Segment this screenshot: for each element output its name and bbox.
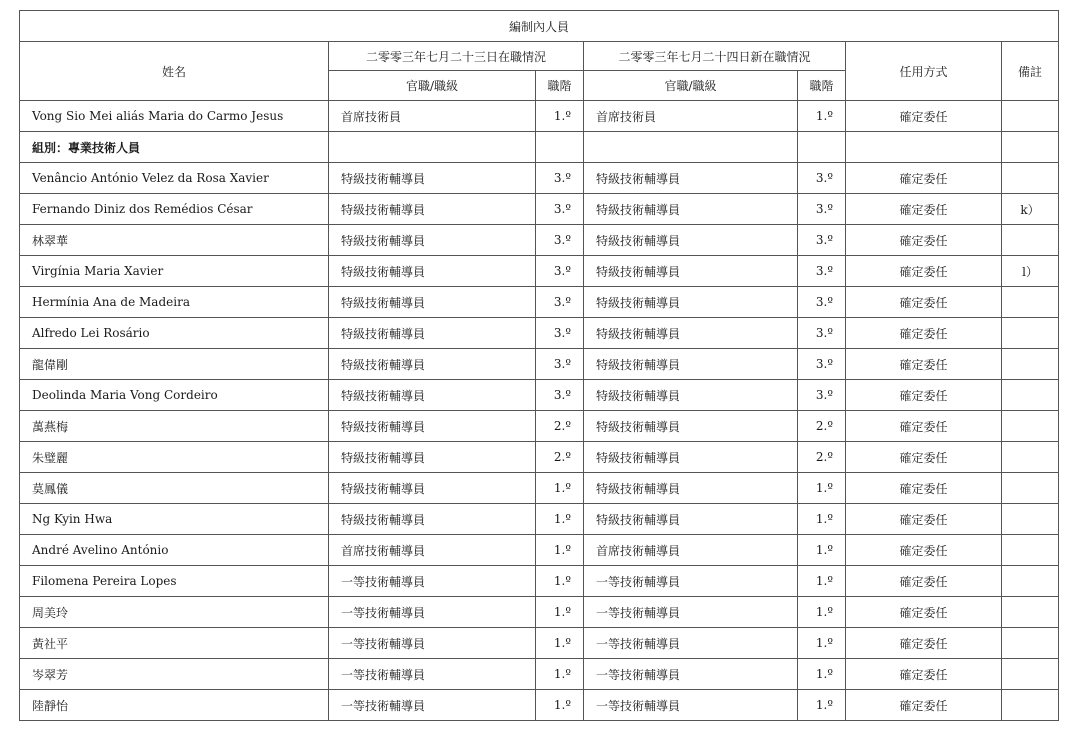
cell-level-before: 3.º — [536, 256, 584, 287]
cell-appointment: 確定委任 — [846, 225, 1002, 256]
table-row — [20, 473, 1059, 504]
cell-remarks — [1002, 380, 1059, 411]
table-body — [20, 101, 1059, 721]
table-row — [20, 690, 1059, 721]
cell-post-before: 特級技術輔導員 — [329, 163, 536, 194]
cell-level-before: 1.º — [536, 101, 584, 132]
cell-post-before: 首席技術員 — [329, 101, 536, 132]
cell-remarks — [1002, 163, 1059, 194]
cell-post-after: 特級技術輔導員 — [584, 411, 798, 442]
cell-post-before: 特級技術輔導員 — [329, 411, 536, 442]
cell-level-after: 1.º — [798, 659, 846, 690]
cell-level-after — [798, 132, 846, 163]
cell-remarks: k） — [1002, 194, 1059, 225]
cell-level-before: 3.º — [536, 318, 584, 349]
table-row — [20, 380, 1059, 411]
cell-appointment: 確定委任 — [846, 318, 1002, 349]
table-row — [20, 101, 1059, 132]
cell-post-before: 一等技術輔導員 — [329, 690, 536, 721]
header-level-after: 職階 — [798, 71, 846, 101]
cell-appointment: 確定委任 — [846, 659, 1002, 690]
cell-level-after: 1.º — [798, 535, 846, 566]
cell-post-after: 一等技術輔導員 — [584, 690, 798, 721]
cell-level-after: 1.º — [798, 566, 846, 597]
cell-level-before: 3.º — [536, 287, 584, 318]
cell-appointment: 確定委任 — [846, 256, 1002, 287]
cell-remarks — [1002, 442, 1059, 473]
cell-level-after: 3.º — [798, 256, 846, 287]
header-appointment: 任用方式 — [846, 42, 1002, 101]
cell-appointment: 確定委任 — [846, 194, 1002, 225]
cell-post-after: 特級技術輔導員 — [584, 349, 798, 380]
table-row — [20, 659, 1059, 690]
cell-remarks — [1002, 411, 1059, 442]
cell-level-before: 3.º — [536, 163, 584, 194]
header-post-after: 官職/職級 — [584, 71, 798, 101]
table-row — [20, 566, 1059, 597]
cell-post-after: 一等技術輔導員 — [584, 659, 798, 690]
table-row — [20, 287, 1059, 318]
cell-level-before: 1.º — [536, 597, 584, 628]
cell-post-before: 特級技術輔導員 — [329, 473, 536, 504]
cell-level-before: 3.º — [536, 194, 584, 225]
cell-remarks — [1002, 225, 1059, 256]
cell-level-before: 2.º — [536, 411, 584, 442]
cell-remarks — [1002, 473, 1059, 504]
cell-appointment: 確定委任 — [846, 287, 1002, 318]
table-row — [20, 628, 1059, 659]
cell-remarks — [1002, 349, 1059, 380]
cell-appointment: 確定委任 — [846, 566, 1002, 597]
cell-level-after: 3.º — [798, 225, 846, 256]
table-row — [20, 535, 1059, 566]
cell-name: Deolinda Maria Vong Cordeiro — [20, 380, 329, 411]
cell-post-after: 特級技術輔導員 — [584, 225, 798, 256]
cell-remarks — [1002, 504, 1059, 535]
cell-level-after: 3.º — [798, 194, 846, 225]
cell-level-after: 3.º — [798, 163, 846, 194]
cell-name: Fernando Diniz dos Remédios César — [20, 194, 329, 225]
table-row — [20, 349, 1059, 380]
cell-appointment: 確定委任 — [846, 628, 1002, 659]
table-row — [20, 504, 1059, 535]
cell-appointment: 確定委任 — [846, 411, 1002, 442]
cell-remarks: l） — [1002, 256, 1059, 287]
cell-post-after: 特級技術輔導員 — [584, 442, 798, 473]
table-row — [20, 318, 1059, 349]
cell-post-after: 首席技術輔導員 — [584, 535, 798, 566]
cell-level-before: 1.º — [536, 659, 584, 690]
cell-level-before: 2.º — [536, 442, 584, 473]
table-row — [20, 411, 1059, 442]
cell-level-after: 1.º — [798, 504, 846, 535]
cell-level-after: 1.º — [798, 597, 846, 628]
cell-post-after: 一等技術輔導員 — [584, 597, 798, 628]
cell-name: Ng Kyin Hwa — [20, 504, 329, 535]
cell-name: Venâncio António Velez da Rosa Xavier — [20, 163, 329, 194]
table-row — [20, 225, 1059, 256]
cell-name: Alfredo Lei Rosário — [20, 318, 329, 349]
cell-remarks — [1002, 566, 1059, 597]
cell-remarks — [1002, 659, 1059, 690]
cell-appointment: 確定委任 — [846, 101, 1002, 132]
cell-name: 黃社平 — [20, 628, 329, 659]
cell-name: André Avelino António — [20, 535, 329, 566]
cell-post-after: 特級技術輔導員 — [584, 380, 798, 411]
cell-post-after: 首席技術員 — [584, 101, 798, 132]
cell-level-after: 3.º — [798, 287, 846, 318]
cell-post-before: 特級技術輔導員 — [329, 318, 536, 349]
header-period-after: 二零零三年七月二十四日新在職情況 — [584, 42, 846, 71]
cell-post-after: 特級技術輔導員 — [584, 473, 798, 504]
header-name: 姓名 — [20, 42, 329, 101]
cell-post-after: 特級技術輔導員 — [584, 194, 798, 225]
header-remarks: 備註 — [1002, 42, 1059, 101]
cell-level-after: 1.º — [798, 473, 846, 504]
cell-appointment: 確定委任 — [846, 349, 1002, 380]
table-row — [20, 194, 1059, 225]
cell-level-after: 1.º — [798, 101, 846, 132]
cell-appointment — [846, 132, 1002, 163]
cell-level-before: 1.º — [536, 535, 584, 566]
cell-name: 陸靜怡 — [20, 690, 329, 721]
cell-post-before: 一等技術輔導員 — [329, 628, 536, 659]
cell-post-after: 特級技術輔導員 — [584, 256, 798, 287]
cell-post-before: 特級技術輔導員 — [329, 380, 536, 411]
cell-remarks — [1002, 132, 1059, 163]
cell-post-before: 特級技術輔導員 — [329, 504, 536, 535]
cell-post-before: 特級技術輔導員 — [329, 349, 536, 380]
cell-level-before: 3.º — [536, 225, 584, 256]
cell-remarks — [1002, 101, 1059, 132]
cell-post-after: 一等技術輔導員 — [584, 628, 798, 659]
cell-post-after: 特級技術輔導員 — [584, 287, 798, 318]
cell-name: Hermínia Ana de Madeira — [20, 287, 329, 318]
table-row — [20, 597, 1059, 628]
cell-level-after: 2.º — [798, 442, 846, 473]
cell-post-before: 特級技術輔導員 — [329, 225, 536, 256]
cell-level-before: 1.º — [536, 566, 584, 597]
cell-name: 朱璧麗 — [20, 442, 329, 473]
cell-appointment: 確定委任 — [846, 690, 1002, 721]
group-label: 組別：專業技術人員 — [20, 132, 329, 163]
cell-remarks — [1002, 690, 1059, 721]
table-row — [20, 163, 1059, 194]
cell-name: 莫鳳儀 — [20, 473, 329, 504]
cell-appointment: 確定委任 — [846, 535, 1002, 566]
header-level-before: 職階 — [536, 71, 584, 101]
group-row — [20, 132, 1059, 163]
cell-post-after: 一等技術輔導員 — [584, 566, 798, 597]
header-post-before: 官職/職級 — [329, 71, 536, 101]
cell-appointment: 確定委任 — [846, 473, 1002, 504]
cell-appointment: 確定委任 — [846, 163, 1002, 194]
cell-post-before: 一等技術輔導員 — [329, 659, 536, 690]
cell-level-after: 3.º — [798, 349, 846, 380]
cell-level-after: 1.º — [798, 690, 846, 721]
cell-post-before: 特級技術輔導員 — [329, 256, 536, 287]
cell-post-before: 特級技術輔導員 — [329, 442, 536, 473]
cell-name: Filomena Pereira Lopes — [20, 566, 329, 597]
cell-name: 周美玲 — [20, 597, 329, 628]
cell-level-before: 1.º — [536, 504, 584, 535]
cell-post-before: 一等技術輔導員 — [329, 566, 536, 597]
cell-level-after: 3.º — [798, 318, 846, 349]
cell-name: Virgínia Maria Xavier — [20, 256, 329, 287]
cell-appointment: 確定委任 — [846, 442, 1002, 473]
cell-level-before: 1.º — [536, 690, 584, 721]
cell-post-before: 特級技術輔導員 — [329, 287, 536, 318]
table-row — [20, 256, 1059, 287]
cell-post-before: 首席技術輔導員 — [329, 535, 536, 566]
cell-appointment: 確定委任 — [846, 597, 1002, 628]
cell-level-after: 3.º — [798, 380, 846, 411]
table-row — [20, 442, 1059, 473]
cell-name: 林翠華 — [20, 225, 329, 256]
cell-level-before — [536, 132, 584, 163]
cell-remarks — [1002, 318, 1059, 349]
cell-name: Vong Sio Mei aliás Maria do Carmo Jesus — [20, 101, 329, 132]
cell-post-after — [584, 132, 798, 163]
cell-level-before: 3.º — [536, 349, 584, 380]
cell-post-before: 一等技術輔導員 — [329, 597, 536, 628]
cell-post-after: 特級技術輔導員 — [584, 504, 798, 535]
cell-post-before: 特級技術輔導員 — [329, 194, 536, 225]
cell-level-after: 1.º — [798, 628, 846, 659]
cell-remarks — [1002, 628, 1059, 659]
cell-post-after: 特級技術輔導員 — [584, 318, 798, 349]
cell-appointment: 確定委任 — [846, 504, 1002, 535]
cell-level-before: 3.º — [536, 380, 584, 411]
cell-post-after: 特級技術輔導員 — [584, 163, 798, 194]
cell-level-before: 1.º — [536, 473, 584, 504]
cell-level-before: 1.º — [536, 628, 584, 659]
cell-level-after: 2.º — [798, 411, 846, 442]
cell-remarks — [1002, 535, 1059, 566]
staff-table — [19, 10, 1059, 721]
cell-remarks — [1002, 597, 1059, 628]
header-period-before: 二零零三年七月二十三日在職情況 — [329, 42, 584, 71]
cell-name: 岑翠芳 — [20, 659, 329, 690]
cell-name: 龍偉剛 — [20, 349, 329, 380]
cell-appointment: 確定委任 — [846, 380, 1002, 411]
cell-remarks — [1002, 287, 1059, 318]
cell-name: 萬燕梅 — [20, 411, 329, 442]
table-title: 編制內人員 — [20, 11, 1059, 42]
cell-post-before — [329, 132, 536, 163]
